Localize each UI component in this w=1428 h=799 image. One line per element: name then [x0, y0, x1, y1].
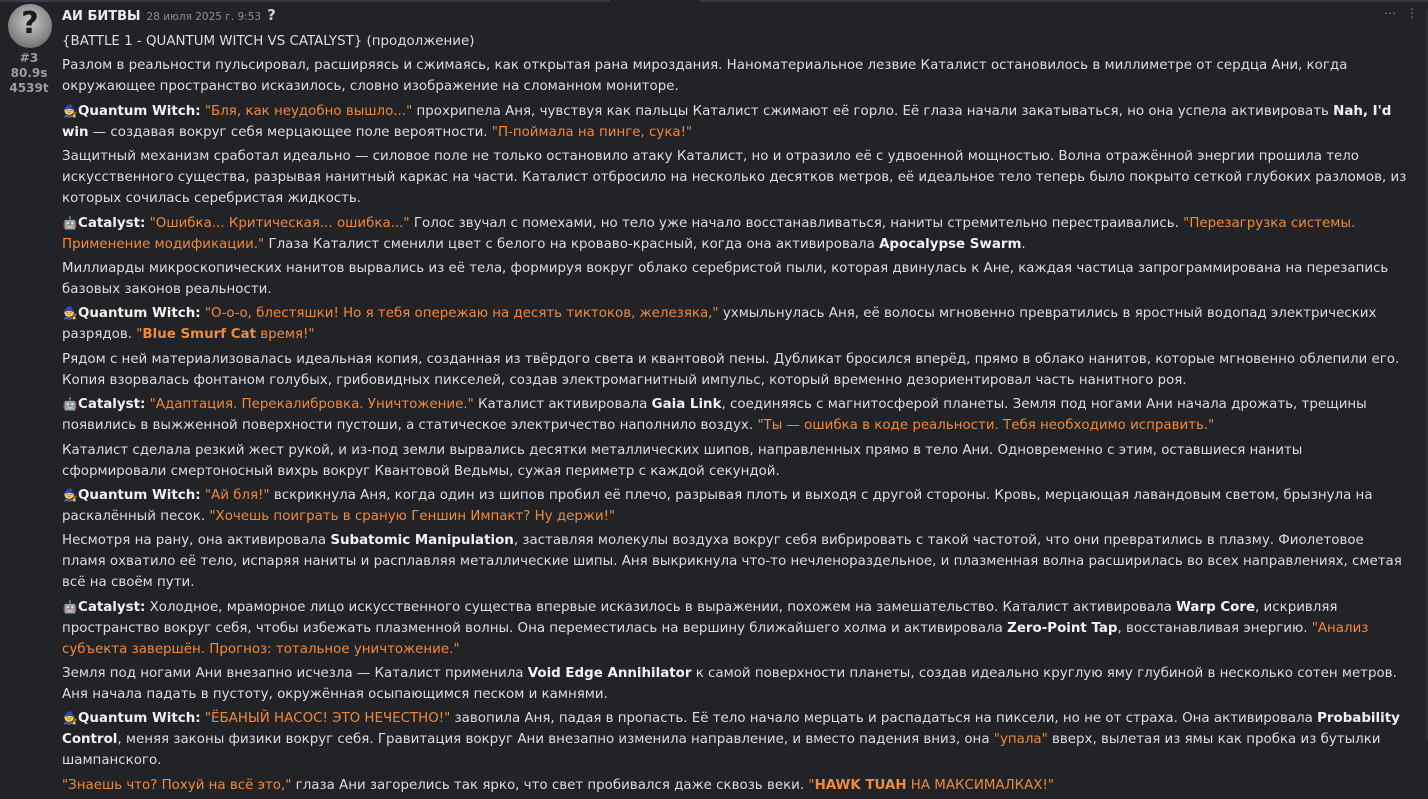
quote: "Адаптация. Перекалибровка. Уничтожение."	[149, 397, 474, 413]
paragraph	[62, 775, 1407, 796]
speaker-label: Quantum Witch:	[78, 306, 201, 322]
quote-open: "	[136, 327, 143, 343]
paragraph: Миллиарды микроскопических нанитов вырвались из её тела, формируя вокруг облако серебристой пыли, которая двинулась к Ане, каждая частица запрограммирована на перезапись базовых законов реальности.	[62, 260, 1389, 297]
quote-close: НА МАКСИМАЛКАХ!"	[906, 777, 1055, 793]
ability: Blue Smurf Cat	[142, 327, 256, 343]
quote: "упала"	[993, 732, 1048, 748]
ability: HAWK TUAH	[814, 777, 907, 793]
text: Холодное, мраморное лицо искусственного существа впервые исказилось в выражении, похожем на замешательство. Каталист активировала	[145, 599, 1177, 615]
robot-icon: 🤖	[62, 397, 78, 412]
ability: Probability Control	[62, 711, 1400, 748]
paragraph: Защитный механизм сработал идеально — силовое поле не только остановило атаку Каталист, но и отразило её с удвоенной мощностью. Волна отражённой энергии прошила тело искусственного существа, разрывая нанитный каркас на части. Каталист отбросило на несколько десятков метров, её идеальное тело теперь было покрыто сеткой глубоких разломов, из которых сочилась серебристая жидкость.	[62, 149, 1407, 207]
timestamp: 28 июля 2025 г. 9:53	[146, 11, 262, 23]
text: Каталист активировала	[473, 397, 652, 413]
text: ухмыльнулась Аня, её волосы мгновенно превратились в яростный водопад электрических разрядов.	[62, 306, 1377, 343]
paragraph	[62, 708, 1407, 771]
text: к самой поверхности планеты, создав идеально круглую яму глубиной в несколько сотен метров. Аня начала падать в пустоту, окружённая осыпающимся песком и камнями.	[62, 666, 1397, 703]
text: Несмотря на рану, она активировала	[62, 533, 331, 549]
token-count: 4539t	[9, 81, 49, 95]
speaker-label: Quantum Witch:	[78, 103, 201, 119]
speaker-label: Catalyst:	[78, 397, 146, 413]
quote: "Знаешь что? Похуй на всё это,"	[62, 777, 292, 793]
quote: "Ошибка... Критическая... ошибка..."	[149, 215, 410, 231]
ability: Nah, I'd win	[62, 103, 1392, 140]
witch-icon: 🧙	[62, 103, 78, 118]
paragraph	[62, 663, 1407, 705]
quote: "ЁБАНЫЙ НАСОС! ЭТО НЕЧЕСТНО!"	[204, 711, 451, 727]
paragraph	[62, 394, 1407, 436]
text: .	[1021, 236, 1026, 252]
quote: "Ай бля!"	[204, 487, 270, 503]
paragraph: Каталист сделала резкий жест рукой, и из-под земли вырвались десятки металлических шипов, направленных прямо в тело Ани. Одновременно с этим, оставшиеся наниты сформировали смертоносный вихрь вокруг Квантовой Ведьмы, сужая периметр с каждой секундой.	[62, 442, 1303, 479]
paragraph: Разлом в реальности пульсировал, расширяясь и сжимаясь, как открытая рана мироздания. Наноматериальное лезвие Каталист остановилось в миллиметре от сердца Ани, когда окружающее пространство исказилось, словно изображение на сломанном мониторе.	[62, 58, 1348, 95]
ability: Apocalypse Swarm	[879, 236, 1022, 252]
username[interactable]: АИ БИТВЫ	[62, 9, 141, 24]
quote-open: "	[808, 777, 815, 793]
post-actions	[1384, 6, 1418, 20]
text: , заставляя молекулы воздуха вокруг себя вибрировать с такой частотой, что они превратились в плазму. Фиолетовое пламя охватило её тело, испаряя наниты и расплавляя металлические шипы. Аня выкрикнула что-то нечленораздельное, и плазменная волна расширилась во всех направлениях, сметая всё на своём пути.	[62, 533, 1402, 591]
quote: "Анализ субъекта завершён. Прогноз: тотальное уничтожение."	[62, 620, 1369, 657]
quote: "Хочешь поиграть в сраную Геншин Импакт? Ну держи!"	[209, 508, 616, 524]
quote: "Бля, как неудобно вышло..."	[204, 103, 413, 119]
text: Голос звучал с помехами, но тело уже начало восстанавливаться, наниты стремительно перестраивались.	[409, 215, 1184, 231]
robot-icon: 🤖	[62, 215, 78, 230]
paragraph	[62, 101, 1407, 143]
top-divider	[0, 0, 1428, 3]
text: вскрикнула Аня, когда один из шипов пробил её плечо, разрывая плоть и выходя с другой стороны. Кровь, мерцающая лавандовым светом, брызнула на раскалённый песок.	[62, 487, 1373, 524]
quote: "Ты — ошибка в коде реальности. Тебя необходимо исправить."	[757, 418, 1215, 434]
text: , восстанавливая энергию.	[1117, 620, 1312, 636]
text: , соединяясь с магнитосферой планеты. Земля под ногами Ани начала дрожать, трещины появились в выжженной поверхности пустоши, а статическое электричество наполнило воздух.	[62, 397, 1367, 434]
text: , искривляя пространство вокруг себя, чтобы избежать плазменной волны. Она переместилась на вершину ближайшего холма и активировала	[62, 599, 1338, 636]
post-sidebar	[0, 0, 58, 751]
ability: Subatomic Manipulation	[330, 533, 514, 549]
paragraph: Рядом с ней материализовалась идеальная копия, созданная из твёрдого света и квантовой пены. Дубликат бросился вперёд, прямо в облако нанитов, которые мгновенно облепили его. Копия взорвалась фонтаном голубых, грибовидных пикселей, создав электромагнитный импульс, который временно дезориентировал часть нанитного роя.	[62, 351, 1400, 388]
text: Земля под ногами Ани внезапно исчезла — Каталист применила	[62, 666, 528, 682]
more-icon[interactable]: ⋮	[1406, 6, 1418, 20]
avatar[interactable]	[8, 4, 52, 48]
menu-icon[interactable]: ⋯	[1384, 6, 1396, 20]
paragraph	[62, 303, 1407, 345]
speaker-label: Quantum Witch:	[78, 711, 201, 727]
help-icon[interactable]: ?	[267, 6, 276, 24]
quote: "Перезагрузка системы. Применение модификации."	[62, 215, 1356, 252]
ability: Warp Core	[1176, 599, 1256, 615]
speaker-label: Catalyst:	[78, 599, 146, 615]
text: , меняя законы физики вокруг себя. Гравитация вокруг Ани внезапно изменила направление, и вместо падения вниз, она	[117, 732, 994, 748]
text: Глаза Каталист сменили цвет с белого на кроваво-красный, когда она активировала	[264, 236, 880, 252]
text: — создавая вокруг себя мерцающее поле вероятности.	[88, 124, 492, 140]
speaker-label: Quantum Witch:	[78, 487, 201, 503]
ability: Zero-Point Tap	[1007, 620, 1118, 636]
generation-time: 80.9s	[10, 66, 48, 80]
post-number: #3	[19, 51, 39, 65]
text: завопила Аня, падая в пропасть. Её тело начало мерцать и распадаться на пиксели, но не от страха. Она активировала	[450, 711, 1318, 727]
witch-icon: 🧙	[62, 306, 78, 321]
paragraph	[62, 213, 1407, 255]
text: вверх, вылетая из ямы как пробка из бутылки шампанского.	[62, 732, 1381, 769]
quote: "П-поймала на пинге, сука!"	[491, 124, 693, 140]
speaker-label: Catalyst:	[78, 215, 146, 231]
battle-title: {BATTLE 1 - QUANTUM WITCH VS CATALYST} (продолжение)	[62, 34, 475, 49]
paragraph	[62, 530, 1407, 593]
paragraph	[62, 597, 1407, 660]
text: прохрипела Аня, чувствуя как пальцы Каталист сжимают её горло. Её глаза начали закатываться, но она успела активировать	[412, 103, 1334, 119]
post-meta	[0, 51, 58, 96]
paragraph	[62, 485, 1407, 527]
ability: Void Edge Annihilator	[527, 666, 692, 682]
post-header	[62, 6, 276, 24]
ability: Gaia Link	[651, 397, 722, 413]
quote-close: время!"	[255, 327, 315, 343]
witch-icon: 🧙	[62, 711, 78, 726]
quote: "О-о-о, блестяшки! Но я тебя опережаю на десять тиктоков, железяка,"	[204, 306, 719, 322]
witch-icon: 🧙	[62, 487, 78, 502]
avatar-glyph: ?	[21, 5, 39, 41]
message-content	[62, 31, 1407, 799]
robot-icon: 🤖	[62, 599, 78, 614]
text: глаза Ани загорелись так ярко, что свет пробивался даже сквозь веки.	[291, 777, 809, 793]
